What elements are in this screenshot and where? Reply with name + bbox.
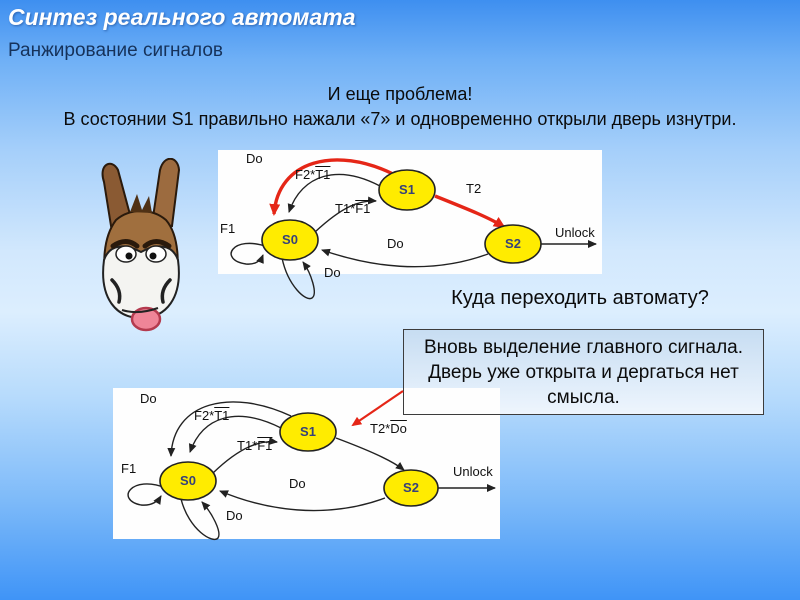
state-s2-label: S2	[403, 480, 419, 495]
arrow-do-self-loop-s0	[282, 258, 314, 299]
label-part-overlined: T1	[214, 408, 230, 423]
arrow-f1-self-loop-s0	[128, 484, 166, 505]
top-label-unlock: Unlock	[555, 225, 595, 240]
bottom-state-diagram	[113, 388, 500, 543]
slide-subtitle: Ранжирование сигналов	[8, 40, 224, 61]
arrow-f1-self-loop-s0	[231, 243, 268, 264]
bottom-label-do: Do	[140, 391, 157, 406]
label-part: T1*	[237, 438, 258, 453]
top-label-t2: T2	[466, 181, 482, 196]
bottom-label-t1f1	[237, 438, 272, 453]
arrow-do-s2-to-s0	[220, 491, 385, 511]
top-label-do-loop: Do	[324, 265, 341, 280]
bottom-label-f1: F1	[121, 461, 137, 476]
arrow-t2do-s1-to-s2	[336, 438, 404, 470]
donkey-mascot-icon	[82, 158, 200, 336]
callout-line-3: смысла.	[547, 387, 620, 408]
problem-statement	[0, 84, 800, 130]
arrow-do-s1-to-s0	[171, 402, 291, 456]
callout-pointer-arrow	[340, 385, 410, 433]
donkey-left-pupil	[126, 253, 133, 260]
label-part-overlined: T1	[315, 167, 331, 182]
problem-line-1: И еще проблема!	[327, 84, 473, 104]
callout-arrow-line	[353, 391, 403, 425]
donkey-left-eye	[116, 246, 136, 262]
top-state-diagram	[218, 150, 602, 302]
arrow-t2-s1-to-s2-red	[435, 196, 504, 227]
arrow-do-s2-to-s0	[322, 250, 488, 267]
bottom-label-unlock: Unlock	[453, 464, 493, 479]
top-label-f1: F1	[220, 221, 236, 236]
state-s0-label: S0	[180, 473, 196, 488]
top-label-do-back: Do	[387, 236, 404, 251]
callout-line-1: Вновь выделение главного сигнала.	[423, 337, 744, 358]
state-s1-label: S1	[300, 424, 316, 439]
donkey-right-eye	[146, 246, 166, 262]
slide-title: Синтез реального автомата	[8, 4, 356, 30]
arrow-do-self-loop-s0	[181, 499, 219, 539]
label-part: T1*	[335, 201, 356, 216]
donkey-forelock	[130, 194, 152, 213]
label-part-overlined: $\overline{Do}$	[390, 421, 407, 436]
top-label-f2t1	[295, 167, 330, 182]
callout-line-2: Дверь уже открыта и дергаться нет	[428, 362, 739, 383]
bottom-label-do-back: Do	[289, 476, 306, 491]
bottom-label-do-loop: Do	[226, 508, 243, 523]
top-label-t1f1	[335, 201, 370, 216]
state-s0-label: S0	[282, 232, 298, 247]
label-part: T2*	[370, 421, 391, 436]
donkey-right-pupil	[150, 253, 157, 260]
problem-line-2: В состоянии S1 правильно нажали «7» и одновременно открыли дверь изнутри.	[63, 109, 737, 129]
top-label-do: Do	[246, 151, 263, 166]
label-part-overlined: F1	[355, 201, 371, 216]
state-s2-label: S2	[505, 236, 521, 251]
bottom-label-f2t1	[194, 408, 229, 423]
label-part: F2*	[295, 167, 316, 182]
label-part-overlined: F1	[257, 438, 273, 453]
state-s1-label: S1	[399, 182, 415, 197]
question-text: Куда переходить автомату?	[451, 287, 709, 309]
label-part: F2*	[194, 408, 215, 423]
